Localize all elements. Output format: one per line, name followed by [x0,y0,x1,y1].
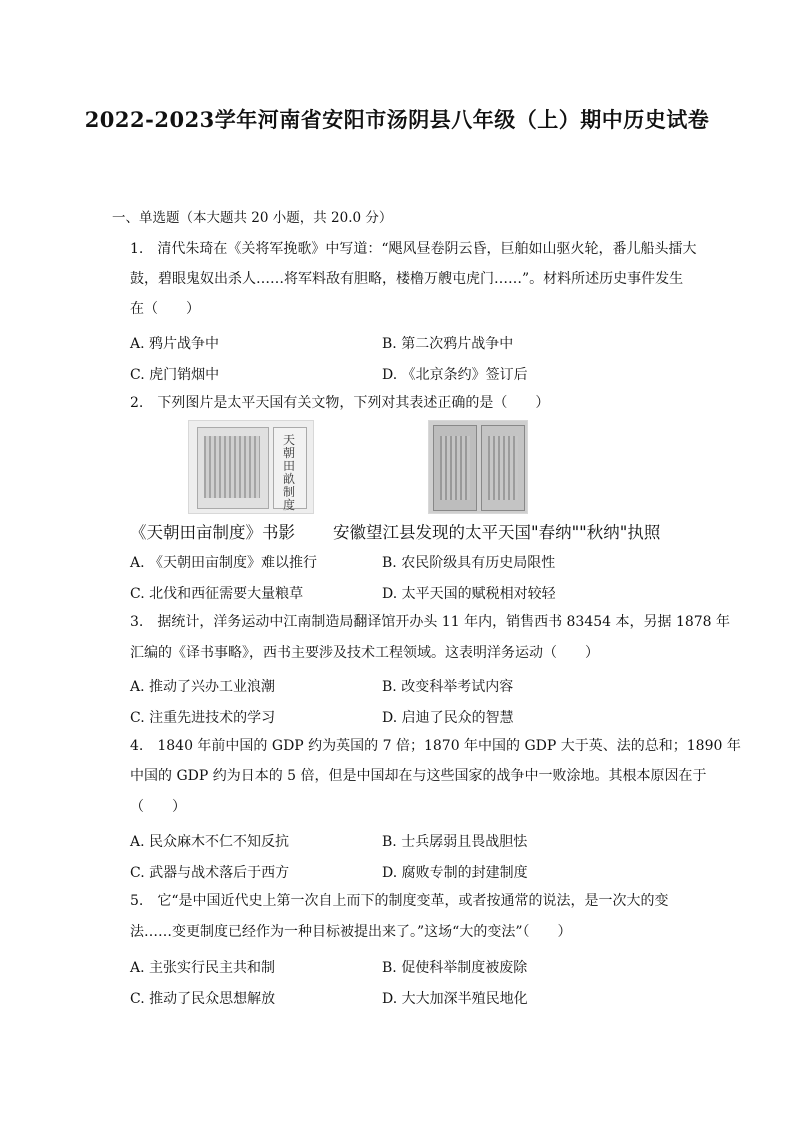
section-header: 一、单选题（本大题共 20 小题，共 20.0 分） [112,210,393,226]
image-caption-right: 安徽望江县发现的太平天国"春纳""秋纳"执照 [333,523,661,542]
option-c[interactable]: C. 虎门销烟中 [130,367,220,383]
book-page-left [197,427,269,509]
option-b[interactable]: B. 士兵孱弱且畏战胆怯 [382,834,528,850]
option-b[interactable]: B. 农民阶级具有历史局限性 [382,555,556,571]
option-a[interactable]: A. 《天朝田亩制度》难以推行 [130,555,318,571]
question-text-line: 5. 它“是中国近代史上第一次自上而下的制度变革，或者按通常的说法，是一次大的变 [130,893,669,909]
receipt-right [481,425,525,511]
option-c[interactable]: C. 北伐和西征需要大量粮草 [130,586,304,602]
question-text-line: 汇编的《译书事略》，西书主要涉及技术工程领域。这表明洋务运动（ ） [130,645,599,661]
option-a[interactable]: A. 推动了兴办工业浪潮 [130,679,276,695]
receipt-left [433,425,477,511]
receipt-texture [488,436,518,500]
option-a[interactable]: A. 主张实行民主共和制 [130,960,276,976]
question-text-line: 中国的 GDP 约为日本的 5 倍，但是中国却在与这些国家的战争中一败涂地。其根本原因在于 [130,768,707,784]
text-texture [204,436,260,498]
book-char: 田 [282,459,295,473]
question-text-line: 法……变更制度已经作为一种目标被提出来了。”这场“大的变法”（ ） [130,924,572,940]
tianchao-book-photo [188,420,314,514]
option-d[interactable]: D. 腐败专制的封建制度 [382,865,528,881]
book-title-vertical [282,434,296,512]
question-text-line: 3. 据统计，洋务运动中江南制造局翻译馆开办头 11 年内，销售西书 83454 本，另据 1878 年 [130,614,731,630]
book-char: 天 [282,433,295,447]
option-a[interactable]: A. 民众麻木不仁不知反抗 [130,834,290,850]
tax-receipt-photo [428,420,528,514]
option-d[interactable]: D. 启迪了民众的智慧 [382,710,514,726]
option-c[interactable]: C. 武器与战术落后于西方 [130,865,290,881]
receipt-texture [440,436,470,500]
book-char: 畝 [282,472,295,486]
book-char: 朝 [282,446,295,460]
book-char: 度 [282,498,295,512]
question-text-line: 4. 1840 年前中国的 GDP 约为英国的 7 倍；1870 年中国的 GDP 大于英、法的总和；1890 年 [130,738,741,754]
option-c[interactable]: C. 注重先进技术的学习 [130,710,276,726]
question-text-line: 鼓，碧眼鬼奴出杀人……将军料敌有胆略，楼橹万艘屯虎门……”。材料所述历史事件发生 [130,271,684,287]
question-text-line: 1. 清代朱琦在《关将军挽歌》中写道：“飓风昼卷阴云昏，巨舶如山驱火轮，番儿船头擂大 [130,241,697,257]
page-title: 2022-2023学年河南省安阳市汤阴县八年级（上）期中历史试卷 [84,107,710,132]
question-text-line: 在（ ） [130,301,200,317]
question-text-line: 2. 下列图片是太平天国有关文物，下列对其表述正确的是（ ） [130,395,550,411]
option-a[interactable]: A. 鸦片战争中 [130,336,220,352]
option-d[interactable]: D. 太平天国的赋税相对较轻 [382,586,556,602]
book-char: 制 [282,485,295,499]
option-d[interactable]: D. 大大加深半殖民地化 [382,991,528,1007]
question-text-line: （ ） [130,799,186,815]
option-b[interactable]: B. 改变科举考试内容 [382,679,514,695]
option-b[interactable]: B. 促使科举制度被废除 [382,960,528,976]
option-b[interactable]: B. 第二次鸦片战争中 [382,336,514,352]
image-caption-left: 《天朝田亩制度》书影 [130,523,295,542]
option-d[interactable]: D. 《北京条约》签订后 [382,367,528,383]
option-c[interactable]: C. 推动了民众思想解放 [130,991,276,1007]
book-cover [273,427,307,512]
